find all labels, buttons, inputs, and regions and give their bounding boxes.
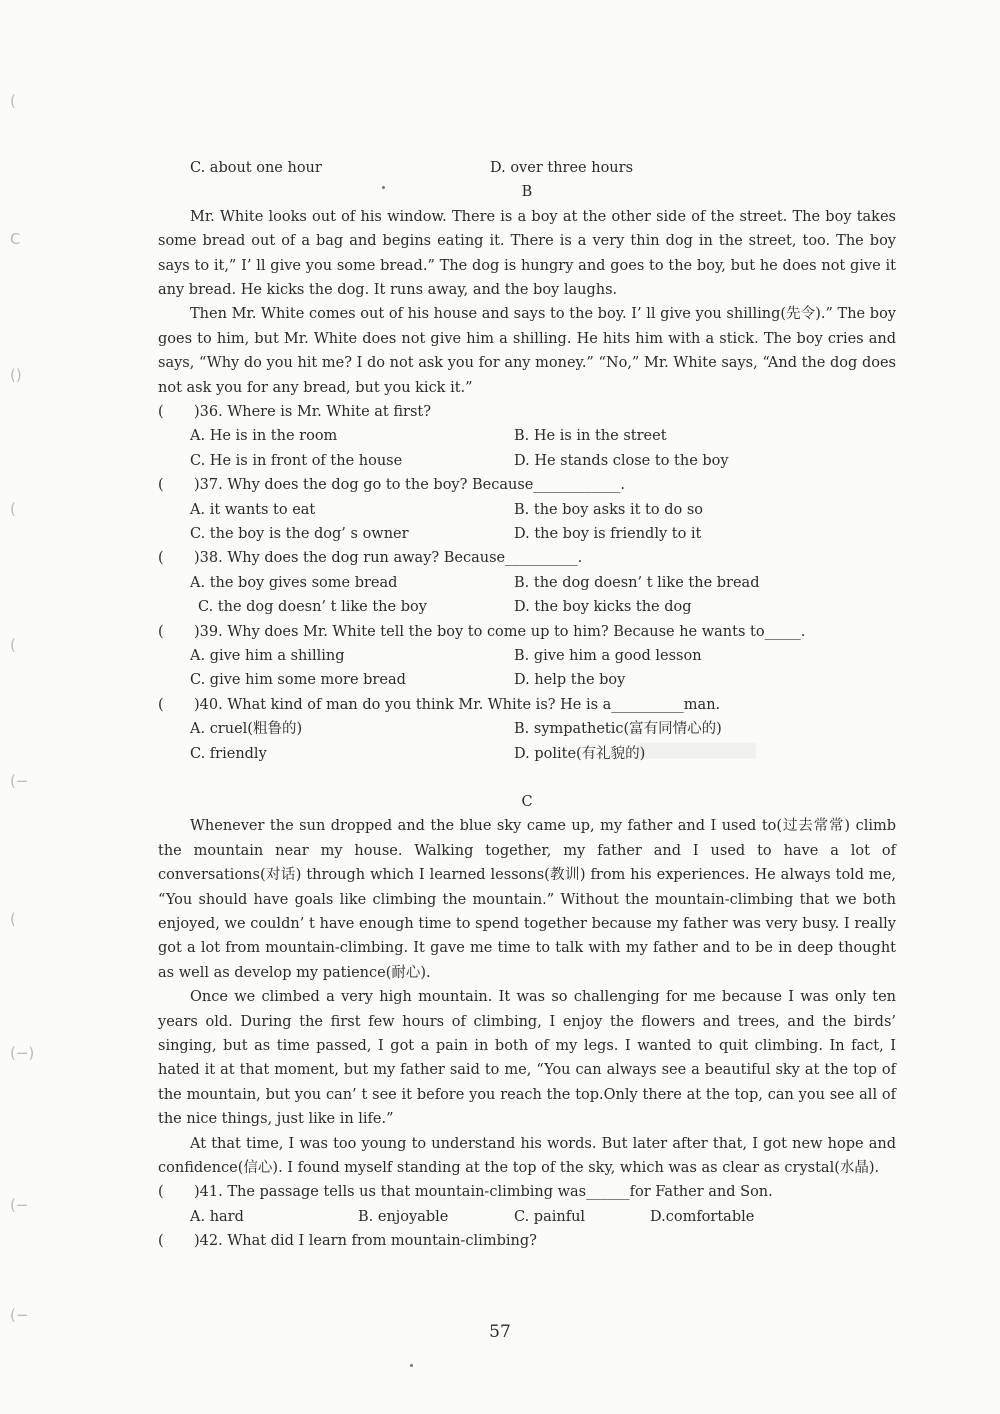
page-number: 57: [489, 1322, 511, 1342]
question-39-options-ab: [158, 644, 896, 668]
answer-blank[interactable]: (: [158, 477, 164, 494]
option-a: A. give him a shilling: [190, 647, 345, 664]
option-a: A. hard: [190, 1208, 244, 1225]
question-text: )39. Why does Mr. White tell the boy to come up to him? Because he wants to_____.: [194, 623, 806, 640]
section-c-paragraph: At that time, I was too young to understand his words. But later after that, I got new hope and confidence(信心). I found myself standing at the top of the sky, which was as clear as crystal(水晶).: [158, 1135, 896, 1176]
answer-blank[interactable]: (: [158, 1233, 164, 1250]
binding-mark: (−: [10, 1306, 29, 1324]
binding-mark: (: [10, 636, 16, 654]
option-b: B. give him a good lesson: [514, 647, 702, 664]
answer-blank[interactable]: (: [158, 404, 164, 421]
question-42: [158, 1229, 896, 1253]
page-content: [158, 156, 896, 1254]
section-b-heading: B: [521, 184, 533, 201]
option-b: B. enjoyable: [358, 1208, 449, 1225]
binding-mark: (): [10, 366, 22, 384]
question-38: [158, 546, 896, 570]
option-c: C. painful: [514, 1208, 586, 1225]
question-37-options-ab: [158, 498, 896, 522]
section-c-paragraph: Whenever the sun dropped and the blue sky came up, my father and I used to(过去常常) climb the mountain near my house. Walking together, my father and I used to have a lot of conversations(对话) through which I learned lessons(教训) from his experiences. He always told me, “You should have goals like climbing the mountain.” Without the mountain-climbing that we both enjoyed, we couldn’ t have enough time to spend together because my father was very busy. I really got a lot from mountain-climbing. It gave me time to talk with my father and to be in deep thought as well as develop my patience(耐心).: [158, 818, 896, 981]
option-c: C. friendly: [190, 745, 267, 762]
answer-blank[interactable]: (: [158, 623, 164, 640]
question-38-options-ab: [158, 571, 896, 595]
option-c: C. He is in front of the house: [190, 452, 403, 469]
binding-mark: C: [10, 230, 21, 248]
question-text: )38. Why does the dog run away? Because__________.: [194, 550, 583, 567]
section-c-heading: C: [521, 793, 533, 810]
previous-question-options: [158, 156, 896, 180]
option-d: D. the boy is friendly to it: [514, 525, 702, 542]
binding-mark: (: [10, 500, 16, 518]
binding-mark: (: [10, 92, 16, 110]
answer-blank[interactable]: (: [158, 696, 164, 713]
question-40-options-cd: [158, 742, 896, 766]
scan-speck: [382, 186, 385, 189]
option-d: D. polite(有礼貌的): [514, 745, 646, 762]
binding-mark: (−): [10, 1044, 35, 1062]
option-c: C. give him some more bread: [190, 672, 406, 689]
option-a: A. He is in the room: [190, 428, 338, 445]
binding-mark: (−: [10, 772, 29, 790]
question-text: )41. The passage tells us that mountain-climbing was______for Father and Son.: [194, 1184, 773, 1201]
question-36-options-cd: [158, 449, 896, 473]
question-37: [158, 473, 896, 497]
answer-blank[interactable]: (: [158, 550, 164, 567]
question-41: [158, 1180, 896, 1204]
question-text: )42. What did I learn from mountain-climbing?: [194, 1233, 537, 1250]
section-b-paragraph: Then Mr. White comes out of his house and says to the boy. I’ ll give you shilling(先令).” The boy goes to him, but Mr. White does not give him a shilling. He hits him with a stick. The boy cries and says, “Why do you hit me? I do not ask you for any money.” “No,” Mr. White says, “And the dog does not ask you for any bread, but you kick it.”: [158, 306, 896, 396]
option-d: D. over three hours: [490, 160, 634, 176]
option-c: C. the dog doesn’ t like the boy: [198, 599, 427, 616]
option-c: C. about one hour: [190, 160, 322, 176]
option-a: A. the boy gives some bread: [190, 574, 398, 591]
section-c-paragraph: Once we climbed a very high mountain. It was so challenging for me because I was only ten years old. During the first few hours of climbing, I enjoy the flowers and trees, and the birds’ singing, but as time passed, I got a pain in both of my legs. I wanted to quit climbing. In fact, I hated it at that moment, but my father said to me, “You can always see a beautiful sky at the top of the mountain, but you can’ t see it before you reach the top.Only there at the top, can you see all of the nice things, just like in life.”: [158, 989, 896, 1128]
question-39-options-cd: [158, 668, 896, 692]
option-b: B. sympathetic(富有同情心的): [514, 721, 722, 738]
scan-speck: [410, 1364, 413, 1367]
question-40-options-ab: [158, 717, 896, 741]
option-d: D. He stands close to the boy: [514, 452, 729, 469]
option-d: D. help the boy: [514, 672, 626, 689]
answer-blank[interactable]: (: [158, 1184, 164, 1201]
option-c: C. the boy is the dog’ s owner: [190, 525, 409, 542]
option-a: A. it wants to eat: [190, 501, 316, 518]
question-37-options-cd: [158, 522, 896, 546]
question-39: [158, 620, 896, 644]
option-d: D.comfortable: [650, 1208, 755, 1225]
question-41-options: [158, 1205, 896, 1229]
section-b-paragraph: Mr. White looks out of his window. There is a boy at the other side of the street. The boy takes some bread out of a bag and begins eating it. There is a very thin dog in the street, too. The boy says to it,” I’ ll give you some bread.” The dog is hungry and goes to the boy, but he does not give it any bread. He kicks the dog. It runs away, and the boy laughs.: [158, 208, 896, 298]
binding-mark: (: [10, 910, 16, 928]
option-b: B. He is in the street: [514, 428, 667, 445]
option-d: D. the boy kicks the dog: [514, 599, 692, 616]
question-text: )37. Why does the dog go to the boy? Because____________.: [194, 477, 625, 494]
question-text: )36. Where is Mr. White at first?: [194, 404, 431, 421]
question-36: [158, 400, 896, 424]
question-38-options-cd: [158, 595, 896, 619]
option-b: B. the boy asks it to do so: [514, 501, 703, 518]
question-36-options-ab: [158, 424, 896, 448]
binding-mark: (−: [10, 1196, 29, 1214]
question-text: )40. What kind of man do you think Mr. White is? He is a__________man.: [194, 696, 721, 713]
option-a: A. cruel(粗鲁的): [190, 721, 303, 738]
option-b: B. the dog doesn’ t like the bread: [514, 574, 760, 591]
question-40: [158, 693, 896, 717]
